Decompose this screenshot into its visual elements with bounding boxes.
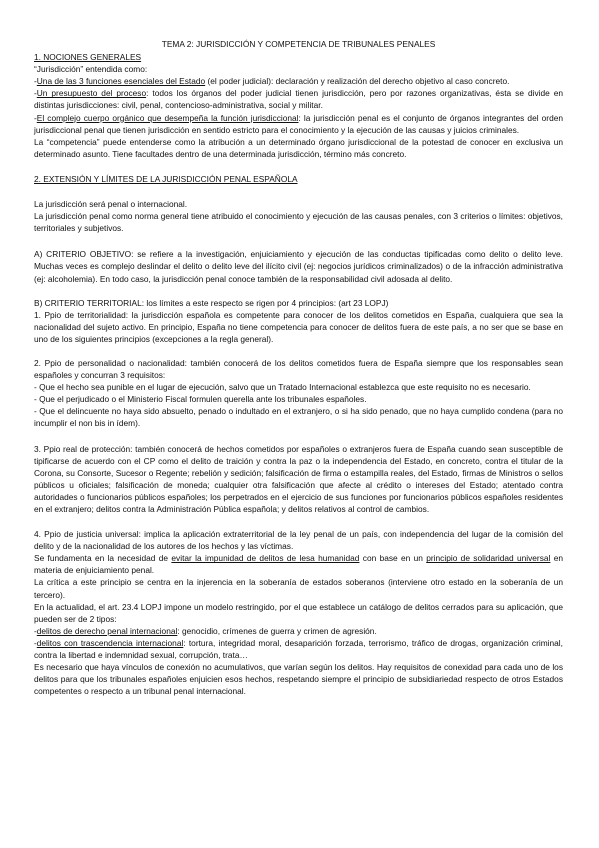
- bullet-dash: -: [34, 76, 37, 87]
- ppio-personalidad: 2. Ppio de personalidad o nacionalidad: también conocerá de los delitos cometidos fuera de España siempre que los responsables sean españoles y concurran 3 requisitos:: [34, 357, 563, 381]
- criterio-territorial: B) CRITERIO TERRITORIAL: los límites a este respecto se rigen por 4 principios: (art 23 LOPJ): [34, 297, 389, 308]
- text-run: Se fundamenta en la necesidad de: [34, 553, 172, 564]
- bullet-term: El complejo cuerpo orgánico que desempeña la función jurisdiccional: [36, 112, 299, 123]
- paragraph-criterios: La jurisdicción penal como norma general tiene atribuido el conocimiento y ejecución de las causas penales, con 3 criterios o límites: objetivos, territoriales y subjetivos.: [34, 211, 563, 234]
- section-2-heading: 2. EXTENSIÓN Y LÍMITES DE LA JURISDICCIÓN PENAL ESPAÑOLA: [34, 173, 298, 184]
- competencia-paragraph: La “competencia” puede entenderse como la atribución a un determinado órgano jurisdiccional de la potestad de conocer en exclusiva un determinado asunto. Tiene facultades dentro de una determinada jurisdicción, término más concreto.: [34, 136, 563, 159]
- bullet-term: delitos de derecho penal internacional: [36, 625, 178, 636]
- requisito-1: - Que el hecho sea punible en el lugar de ejecución, salvo que un Tratado Internacional establezca que este requisito no es necesario.: [34, 382, 531, 393]
- ppio-territorialidad: 1. Ppio de territorialidad: la jurisdicción española es competente para conocer de los delitos cometidos en España, cualquiera que sea la nacionalidad del sujeto activo. En principio, España no tiene competencia para conocer de delitos fuera de este país, a no ser que se base en uno de los siguientes principios (excepciones a la regla general).: [34, 309, 563, 344]
- section-1-heading: 1. NOCIONES GENERALES: [34, 52, 142, 63]
- bullet-text: : la jurisdicción penal es el conjunto de órganos integrantes del orden jurisdiccional penal que tienen jurisdicción en sentido estricto para el conocimiento y la ejecución de las causas y juicios criminales.: [34, 112, 563, 135]
- critica-principio: La crítica a este principio se centra en la injerencia en la soberanía de estados soberanos (interviene otro estado en la soberanía de un tercero).: [34, 577, 563, 600]
- bullet-text: (el poder judicial): declaración y realización del derecho objetivo al caso concreto.: [205, 76, 510, 87]
- requisito-2: - Que el perjudicado o el Ministerio Fiscal formulen querella ante los tribunales españoles.: [34, 394, 367, 405]
- bullet-term: Un presupuesto del proceso: [36, 88, 147, 99]
- ppio-justicia-universal: 4. Ppio de justicia universal: implica la aplicación extraterritorial de la ley penal de un país, con independencia del lugar de la comisión del delito y de la nacionalidad de los autores de los hechos y las víctimas.: [34, 529, 563, 552]
- fundamento-justicia-universal: [34, 552, 563, 576]
- document-title: TEMA 2: JURISDICCIÓN Y COMPETENCIA DE TRIBUNALES PENALES: [161, 39, 436, 49]
- bullet-funcion-estado: [34, 75, 563, 87]
- text-run: en materia de enjuiciamiento penal.: [34, 553, 564, 576]
- bullet-term: Una de las 3 funciones esenciales del Estado: [36, 76, 206, 87]
- bullet-text: : genocidio, crímenes de guerra y crimen de agresión.: [177, 625, 377, 636]
- tipo-trascendencia-internacional: [34, 637, 563, 661]
- bullet-dash: -: [34, 88, 37, 99]
- requisito-3: - Que el delincuente no haya sido absuelto, penado o indultado en el extranjero, o si ha sido penado, que no haya cumplido condena (para no incumplir el non bis in ídem).: [34, 406, 563, 429]
- criterio-objetivo: A) CRITERIO OBJETIVO: se refiere a la investigación, enjuiciamiento y ejecución de las conductas tipificadas como delito o delito leve. Muchas veces es complejo deslindar el delito o delito leve del ilícito civil (ej: negocios jurídicos criminalizados) o de la infracción administrativa (ej: alcoholemia). En todo caso, la jurisdicción penal conoce también de la responsabilidad civil adosada al delito.: [34, 249, 563, 284]
- bullet-cuerpo-organico: [34, 112, 563, 136]
- vinculos-conexion: Es necesario que haya vínculos de conexión no acumulativos, que varían según los delitos. Hay requisitos de conexidad para cada uno de los delitos para que los tribunales españoles enjuicien esos hechos, respetando siempre el principio de subsidiariedad respecto de otros Estados competentes o respecto a un tribunal penal internacional.: [34, 662, 563, 697]
- text-run: con base en un: [359, 553, 427, 564]
- bullet-dash: -: [34, 112, 37, 123]
- bullet-dash: -: [34, 625, 37, 636]
- tipo-derecho-penal-internacional: [34, 625, 563, 637]
- underlined-term: evitar la impunidad de delitos de lesa humanidad: [171, 553, 360, 564]
- ppio-real-proteccion: 3. Ppio real de protección: también conocerá de hechos cometidos por españoles o extranjeros fuera de España cuando sean susceptible de tipificarse de acuerdo con el CP como el delito de traición y contra la paz o la independencia del Estado, en concreto, contra el titular de la Corona, su Consorte, Sucesor o Regente; rebelión y sedición; falsificación de firma o estampilla reales, del Estado, firmas de Ministros o sellos públicos u oficiales; falsificación de moneda; cualquier otra falsificación que afecte al crédito o intereses del Estado; atentado contra autoridades o funcionarios públicos españoles; los perpetrados en el ejercicio de sus funciones por funcionarios públicos españoles residentes en el extranjero; delitos contra la Administración Pública española; y delitos relativos al control de cambios.: [34, 443, 563, 514]
- bullet-text: : tortura, integridad moral, desaparición forzada, terrorismo, tráfico de drogas, organización criminal, contra la libertad e indemnidad sexual, corrupción, trata…: [34, 637, 563, 661]
- bullet-text: : todos los órganos del poder judicial tienen jurisdicción, pero por razones organizativas, ésta se divide en distintas jurisdicciones: civil, penal, contencioso-administrativa, social y militar.: [34, 88, 563, 111]
- modelo-restringido: En la actualidad, el art. 23.4 LOPJ impone un modelo restringido, por el que establece un catálogo de delitos cerrados para su aplicación, que pueden ser de 2 tipos:: [34, 601, 563, 624]
- underlined-term: principio de solidaridad universal: [426, 553, 551, 564]
- bullet-presupuesto-proceso: [34, 87, 563, 111]
- bullet-term: delitos con trascendencia internacional: [36, 637, 184, 648]
- jurisdiccion-intro: “Jurisdicción” entendida como:: [34, 64, 148, 75]
- paragraph-jurisdiccion-penal: La jurisdicción será penal o internacional.: [34, 199, 188, 210]
- bullet-dash: -: [34, 637, 37, 648]
